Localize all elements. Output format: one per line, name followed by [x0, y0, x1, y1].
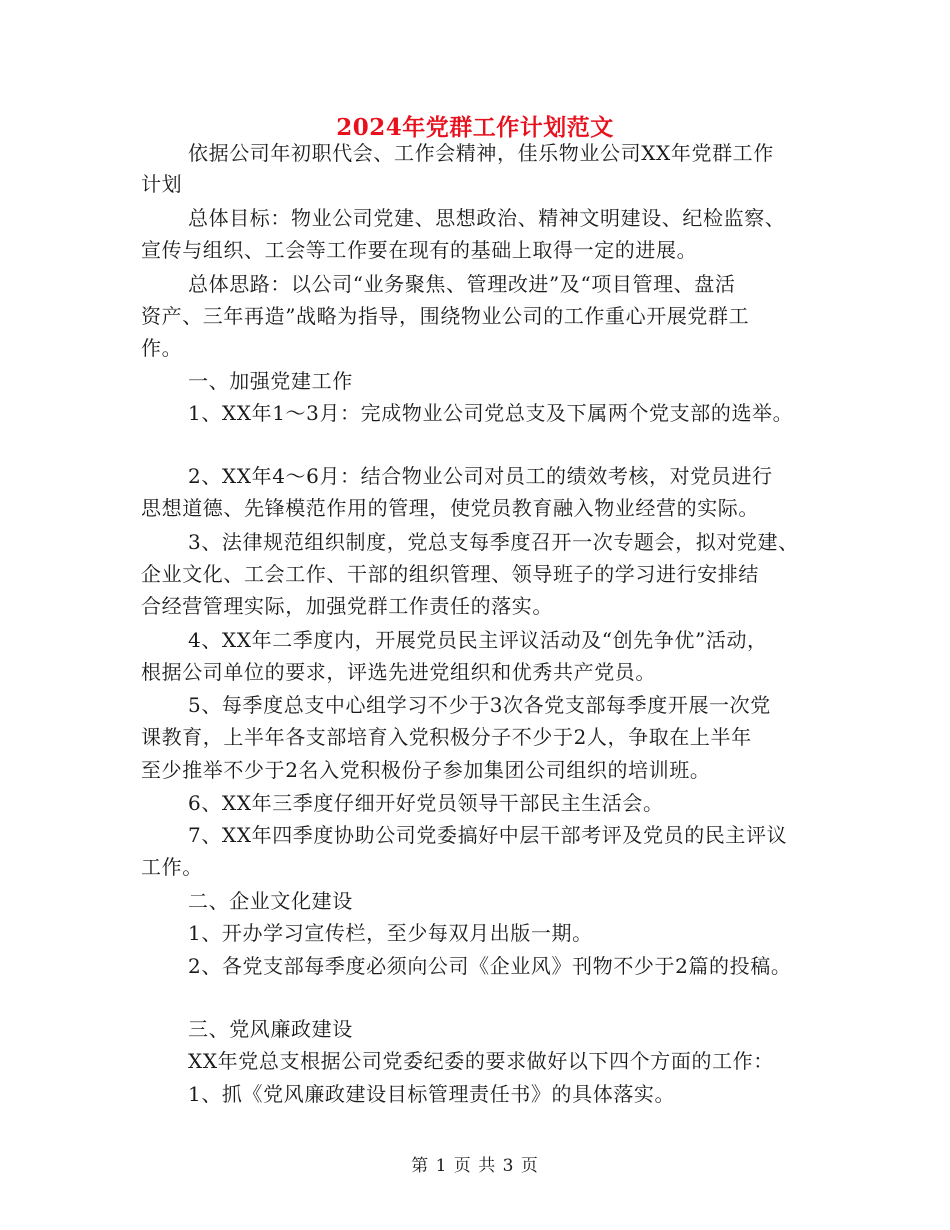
paragraph-line: 总体目标：物业公司党建、思想政治、精神文明建设、纪检监察、 — [188, 206, 786, 230]
section-heading: 二、企业文化建设 — [188, 889, 353, 913]
paragraph-line: 总体思路：以公司“业务聚焦、管理改进”及“项目管理、盘活 — [188, 272, 736, 296]
paragraph-line: 作。 — [141, 336, 183, 360]
paragraph-line: 计划 — [141, 172, 183, 196]
paragraph-line: 至少推举不少于2名入党积极份子参加集团公司组织的培训班。 — [141, 758, 711, 782]
paragraph-line: 企业文化、工会工作、干部的组织管理、领导班子的学习进行安排结 — [141, 562, 759, 586]
paragraph-line: 根据公司单位的要求，评选先进党组织和优秀共产党员。 — [141, 660, 656, 684]
paragraph-line: 课教育，上半年各支部培育入党积极分子不少于2人，争取在上半年 — [141, 725, 752, 749]
paragraph-line: 1、开办学习宣传栏，至少每双月出版一期。 — [188, 921, 593, 945]
paragraph-line: 6、XX年三季度仔细开好党员领导干部民主生活会。 — [188, 791, 664, 815]
paragraph-line: 7、XX年四季度协助公司党委搞好中层干部考评及党员的民主评议 — [188, 823, 788, 847]
paragraph-line: XX年党总支根据公司党委纪委的要求做好以下四个方面的工作： — [188, 1049, 774, 1073]
page-footer: 第 1 页 共 3 页 — [411, 1156, 539, 1176]
paragraph-line: 4、XX年二季度内，开展党员民主评议活动及“创先争优”活动， — [188, 628, 768, 652]
paragraph-line: 思想道德、先锋模范作用的管理，使党员教育融入物业经营的实际。 — [141, 496, 759, 520]
paragraph-line: 2、各党支部每季度必须向公司《企业风》刊物不少于2篇的投稿。 — [188, 954, 792, 978]
paragraph-line: 依据公司年初职代会、工作会精神，佳乐物业公司XX年党群工作 — [188, 141, 774, 165]
section-heading: 一、加强党建工作 — [188, 369, 353, 393]
document-title: 2024年党群工作计划范文 — [336, 114, 614, 141]
paragraph-line: 3、法律规范组织制度，党总支每季度召开一次专题会，拟对党建、 — [188, 530, 799, 554]
paragraph-line: 1、抓《党风廉政建设目标管理责任书》的具体落实。 — [188, 1082, 676, 1106]
paragraph-line: 2、XX年4～6月：结合物业公司对员工的绩效考核，对党员进行 — [188, 464, 773, 488]
paragraph-line: 1、XX年1～3月：完成物业公司党总支及下属两个党支部的选举。 — [188, 401, 794, 425]
paragraph-line: 宣传与组织、工会等工作要在现有的基础上取得一定的进展。 — [141, 238, 698, 262]
section-heading: 三、党风廉政建设 — [188, 1017, 353, 1041]
paragraph-line: 资产、三年再造”战略为指导，围绕物业公司的工作重心开展党群工 — [141, 304, 750, 328]
paragraph-line: 5、每季度总支中心组学习不少于3次各党支部每季度开展一次党 — [188, 693, 771, 717]
paragraph-line: 工作。 — [141, 855, 203, 879]
paragraph-line: 合经营管理实际，加强党群工作责任的落实。 — [141, 594, 553, 618]
